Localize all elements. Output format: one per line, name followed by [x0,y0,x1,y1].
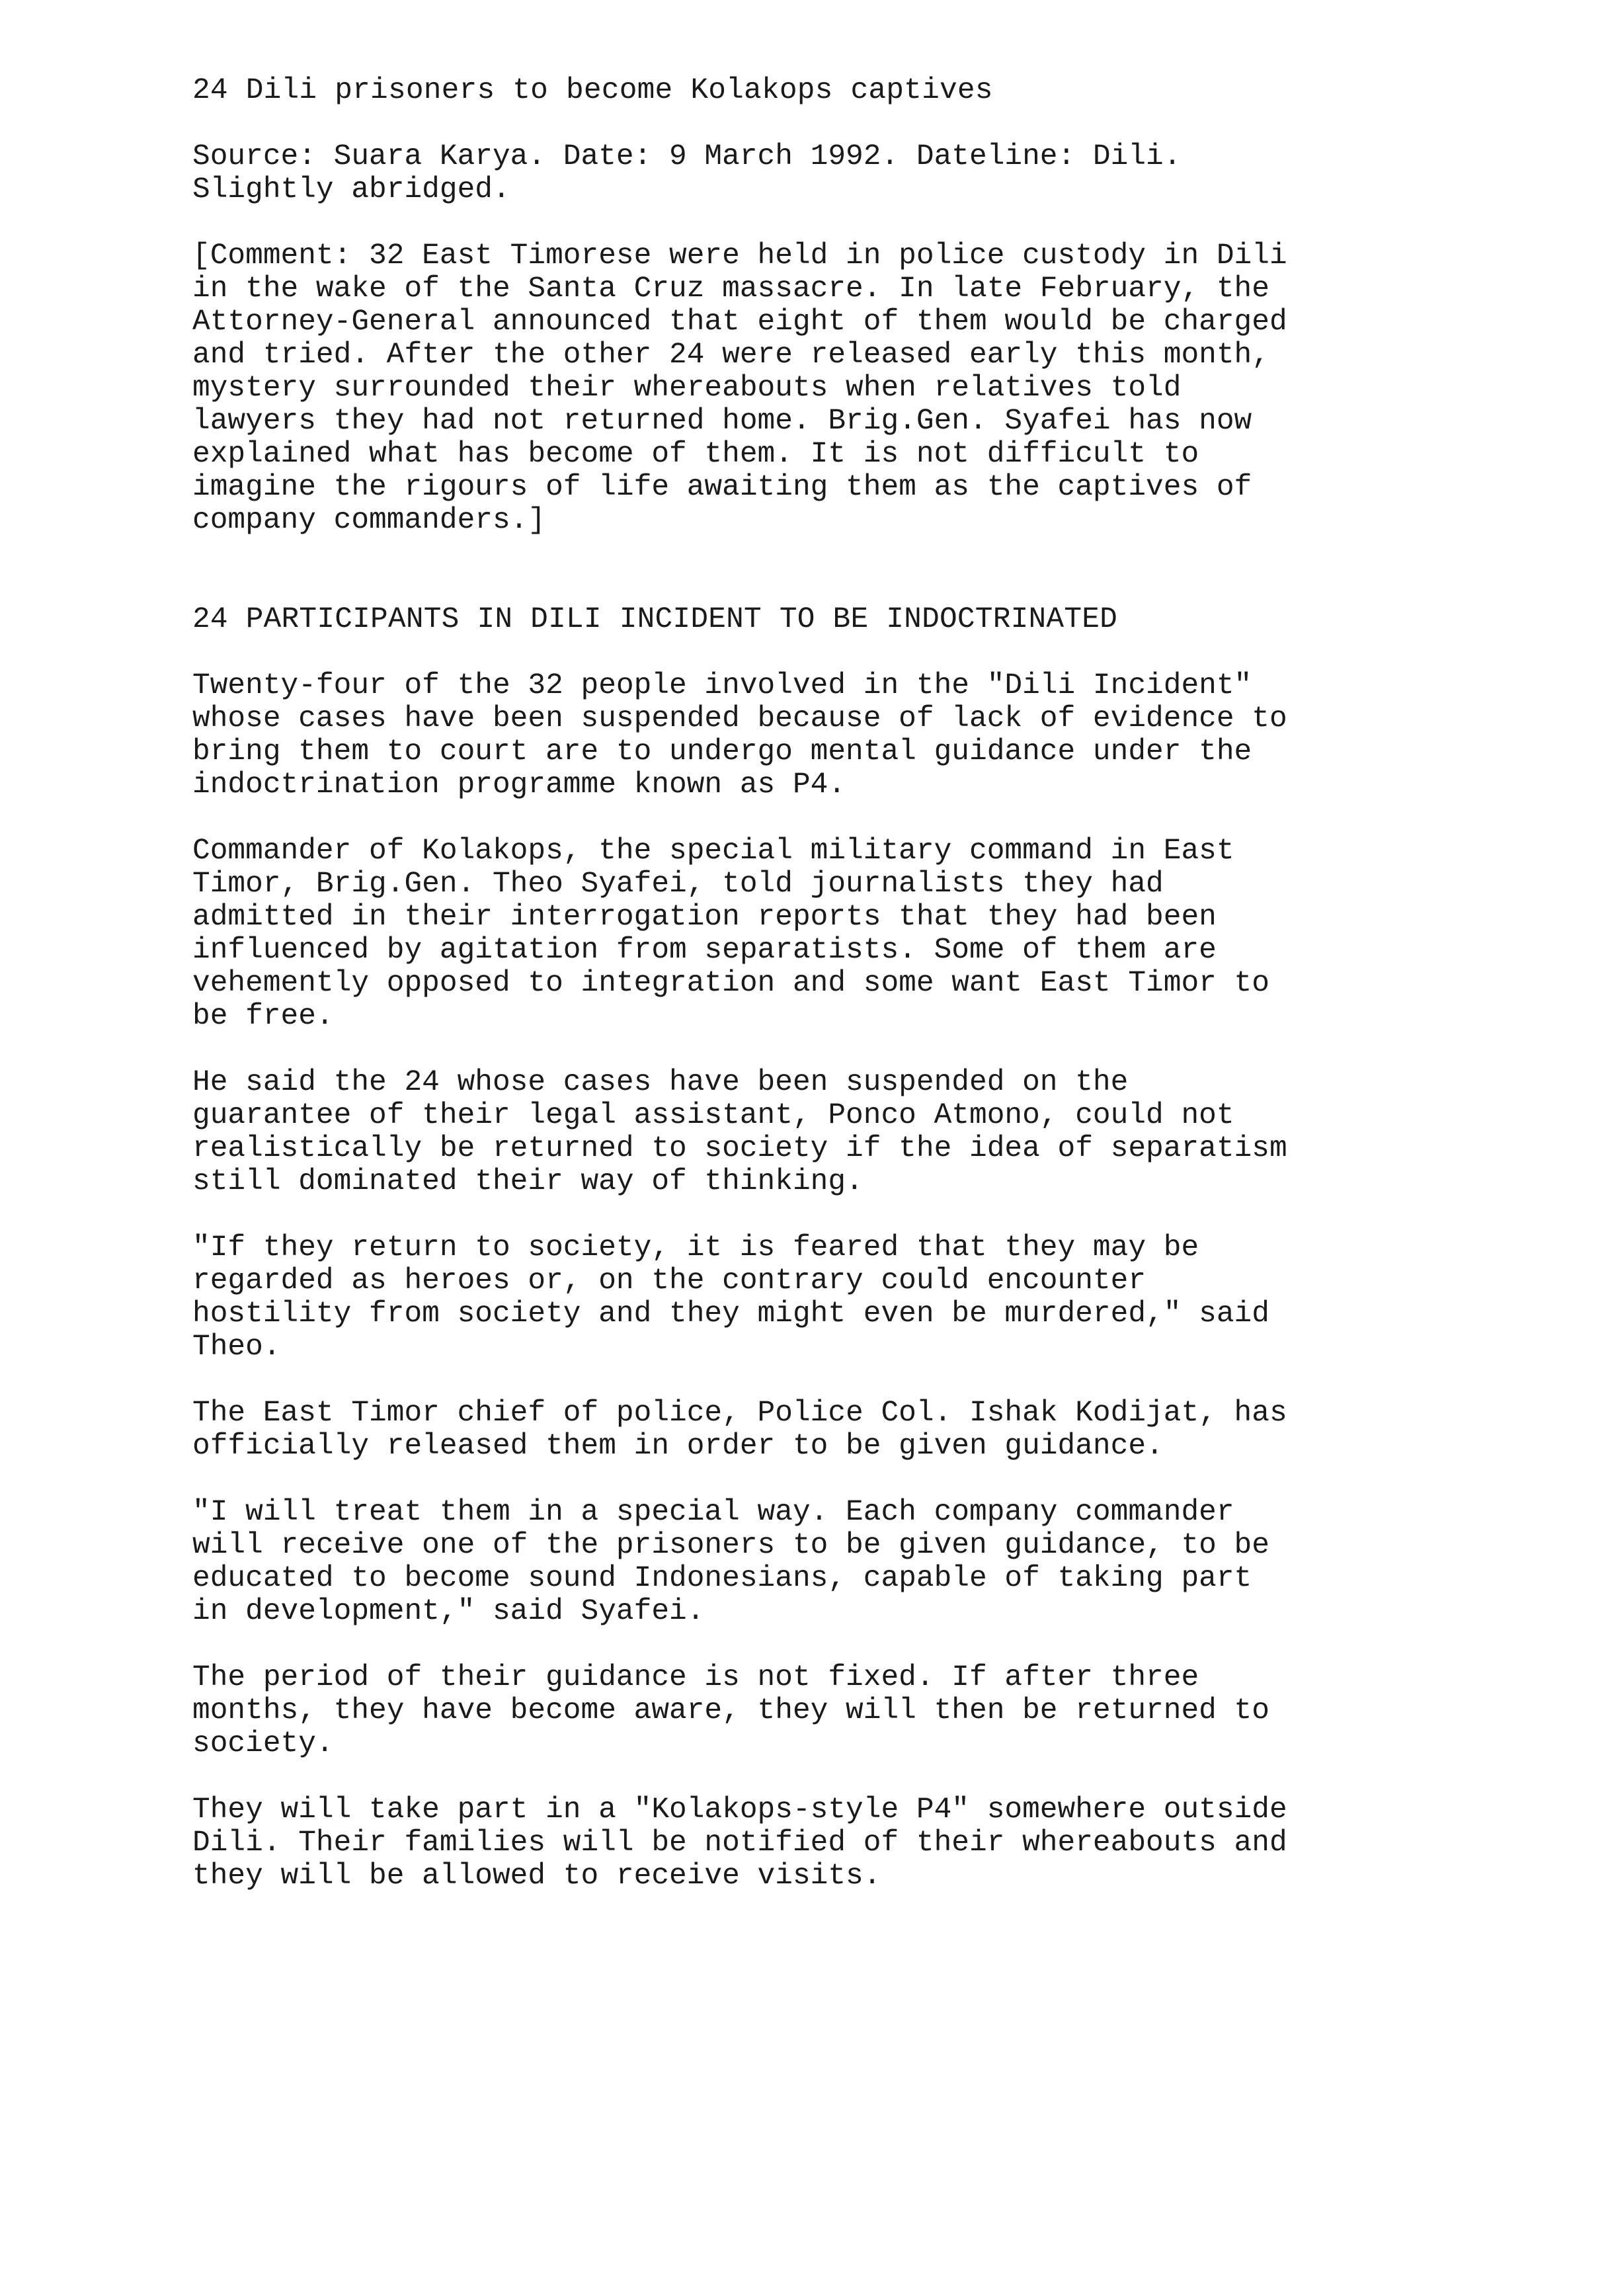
paragraph [192,1496,1462,1628]
comment-line: explained what has become of them. It is not difficult to [192,438,1199,471]
paragraph-line: The East Timor chief of police, Police Col. Ishak Kodijat, has [192,1397,1287,1430]
spacer [192,107,1462,140]
paragraph-line: Dili. Their families will be notified of their whereabouts and [192,1826,1287,1860]
paragraph [192,1661,1462,1760]
paragraph-line: "I will treat them in a special way. Each company commander [192,1496,1234,1529]
paragraph [192,1793,1462,1893]
comment-line: mystery surrounded their whereabouts when relatives told [192,372,1182,405]
spacer [192,537,1462,603]
paragraph-line: vehemently opposed to integration and some want East Timor to [192,967,1269,1000]
spacer [192,1463,1462,1496]
paragraph-line: still dominated their way of thinking. [192,1165,864,1198]
paragraph-line: bring them to court are to undergo mental guidance under the [192,735,1252,768]
article-title: 24 PARTICIPANTS IN DILI INCIDENT TO BE INDOCTRINATED [192,603,1118,636]
spacer [192,636,1462,669]
paragraph-line: officially released them in order to be given guidance. [192,1430,1164,1463]
paragraph-line: society. [192,1727,334,1760]
paragraph-line: months, they have become aware, they will then be returned to [192,1694,1269,1727]
paragraph-line: Theo. [192,1331,281,1364]
comment-line: company commanders.] [192,504,546,537]
paragraph-line: hostility from society and they might even be murdered," said [192,1297,1269,1331]
source-block [192,140,1462,206]
source-line: Slightly abridged. [192,173,510,206]
paragraph-line: they will be allowed to receive visits. [192,1860,881,1893]
paragraph-line: They will take part in a "Kolakops-style P4" somewhere outside [192,1793,1287,1826]
paragraph [192,1397,1462,1463]
paragraph-line: He said the 24 whose cases have been suspended on the [192,1066,1129,1099]
comment-line: and tried. After the other 24 were released early this month, [192,339,1269,372]
paragraph-line: admitted in their interrogation reports that they had been [192,901,1217,934]
spacer [192,1628,1462,1661]
spacer [192,1364,1462,1397]
paragraph-line: The period of their guidance is not fixed. If after three [192,1661,1199,1694]
paragraph-line: "If they return to society, it is feared that they may be [192,1231,1199,1264]
paragraph-line: will receive one of the prisoners to be given guidance, to be [192,1529,1269,1562]
spacer [192,1198,1462,1231]
paragraph [192,1231,1462,1364]
paragraph [192,835,1462,1033]
paragraph-line: Commander of Kolakops, the special military command in East [192,835,1234,868]
paragraph-line: realistically be returned to society if the idea of separatism [192,1132,1287,1165]
spacer [192,1760,1462,1793]
paragraph-line: regarded as heroes or, on the contrary could encounter [192,1264,1146,1297]
paragraph-line: be free. [192,1000,334,1033]
paragraph-line: influenced by agitation from separatists. Some of them are [192,934,1217,967]
paragraph-line: educated to become sound Indonesians, capable of taking part [192,1562,1252,1595]
comment-line: [Comment: 32 East Timorese were held in police custody in Dili [192,239,1287,272]
comment-block [192,239,1462,537]
paragraph-line: Timor, Brig.Gen. Theo Syafei, told journalists they had [192,868,1164,901]
comment-line: in the wake of the Santa Cruz massacre. In late February, the [192,272,1269,306]
paragraph-line: guarantee of their legal assistant, Ponco Atmono, could not [192,1099,1234,1132]
source-line: Source: Suara Karya. Date: 9 March 1992. Dateline: Dili. [192,140,1182,173]
headline: 24 Dili prisoners to become Kolakops captives [192,74,993,107]
spacer [192,801,1462,835]
comment-line: imagine the rigours of life awaiting them as the captives of [192,471,1252,504]
paragraph [192,669,1462,801]
paragraph-line: indoctrination programme known as P4. [192,768,846,801]
paragraph-line: Twenty-four of the 32 people involved in the "Dili Incident" [192,669,1252,702]
spacer [192,206,1462,239]
comment-line: lawyers they had not returned home. Brig.Gen. Syafei has now [192,405,1252,438]
comment-line: Attorney-General announced that eight of them would be charged [192,306,1287,339]
document-body [192,74,1462,1893]
paragraph [192,1066,1462,1198]
spacer [192,1033,1462,1066]
paragraph-line: in development," said Syafei. [192,1595,705,1628]
paragraph-line: whose cases have been suspended because of lack of evidence to [192,702,1287,735]
